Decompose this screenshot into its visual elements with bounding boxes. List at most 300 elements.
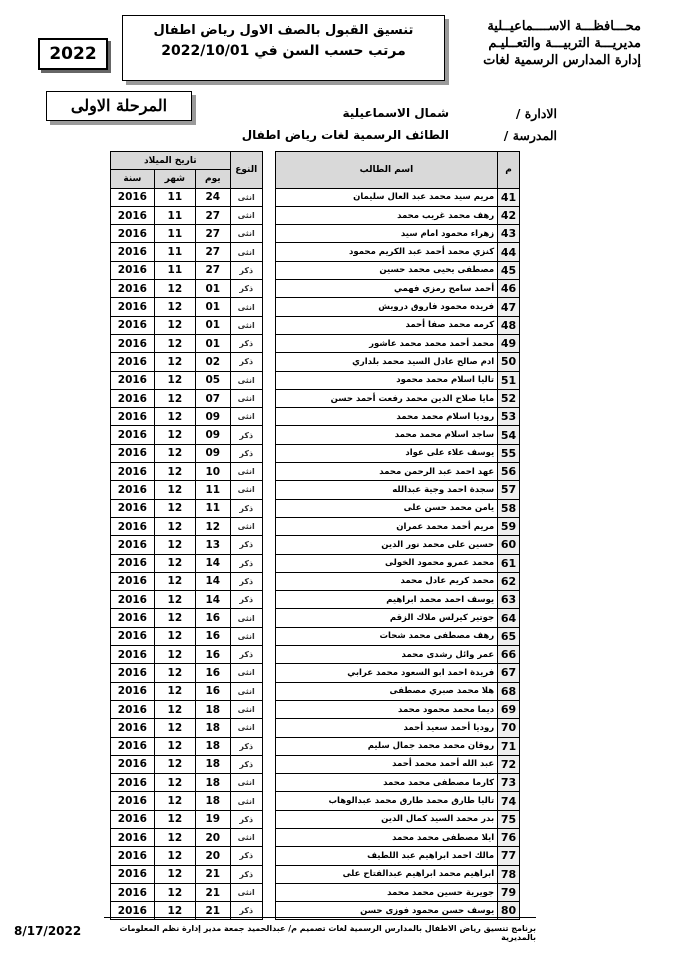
student-name: جويرية حسين محمد محمد	[275, 883, 498, 901]
birth-day: 11	[195, 499, 230, 517]
table-row	[111, 719, 520, 737]
column-gap	[262, 774, 275, 792]
birth-month: 12	[154, 700, 195, 718]
birth-month: 12	[154, 463, 195, 481]
birth-day: 01	[195, 334, 230, 352]
column-gap	[262, 591, 275, 609]
birth-month: 12	[154, 902, 195, 920]
year-box: 2022	[38, 38, 108, 70]
column-gap	[262, 481, 275, 499]
student-name: مريم سيد محمد عبد العال سليمان	[275, 188, 498, 206]
birth-day: 18	[195, 774, 230, 792]
header-no: م	[498, 152, 520, 189]
footer-date: 8/17/2022	[14, 924, 82, 938]
birth-year: 2016	[111, 847, 155, 865]
table-row	[111, 371, 520, 389]
table-row	[111, 206, 520, 224]
student-gender: انثى	[230, 298, 262, 316]
column-gap	[262, 682, 275, 700]
column-gap	[262, 316, 275, 334]
birth-day: 16	[195, 664, 230, 682]
table-row	[111, 389, 520, 407]
birth-day: 18	[195, 755, 230, 773]
column-gap	[262, 664, 275, 682]
row-number: 57	[498, 481, 520, 499]
birth-year: 2016	[111, 188, 155, 206]
student-name: سجدة احمد وجية عبدالله	[275, 481, 498, 499]
header-gender: النوع	[230, 152, 262, 189]
birth-month: 12	[154, 609, 195, 627]
birth-month: 12	[154, 664, 195, 682]
birth-day: 18	[195, 700, 230, 718]
row-number: 50	[498, 353, 520, 371]
footer-credits: برنامج تنسيق رياض الاطفال بالمدارس الرسمية لغات تصميم م/ عبدالحميد جمعة مدير إدارة نظم المعلومات بالمديرية	[119, 924, 536, 942]
birth-month: 12	[154, 554, 195, 572]
birth-day: 20	[195, 828, 230, 846]
column-gap	[262, 609, 275, 627]
column-gap	[262, 646, 275, 664]
birth-month: 12	[154, 792, 195, 810]
row-number: 46	[498, 280, 520, 298]
row-number: 66	[498, 646, 520, 664]
birth-day: 14	[195, 572, 230, 590]
school-label: المدرسة /	[503, 128, 557, 143]
row-number: 58	[498, 499, 520, 517]
birth-day: 10	[195, 463, 230, 481]
row-number: 54	[498, 426, 520, 444]
row-number: 52	[498, 389, 520, 407]
student-name: عبد الله أحمد محمد أحمد	[275, 755, 498, 773]
student-gender: انثى	[230, 188, 262, 206]
student-name: ديما محمد محمود محمد	[275, 700, 498, 718]
birth-day: 05	[195, 371, 230, 389]
birth-day: 21	[195, 902, 230, 920]
row-number: 45	[498, 261, 520, 279]
birth-month: 12	[154, 810, 195, 828]
column-gap	[262, 444, 275, 462]
birth-year: 2016	[111, 225, 155, 243]
row-number: 75	[498, 810, 520, 828]
birth-day: 16	[195, 609, 230, 627]
student-gender: ذكر	[230, 810, 262, 828]
student-name: محمد عمرو محمود الخولى	[275, 554, 498, 572]
student-gender: انثى	[230, 206, 262, 224]
footer-divider	[104, 917, 536, 918]
row-number: 49	[498, 334, 520, 352]
birth-year: 2016	[111, 499, 155, 517]
birth-month: 12	[154, 481, 195, 499]
student-name: تاليا اسلام محمد محمود	[275, 371, 498, 389]
birth-year: 2016	[111, 572, 155, 590]
student-gender: ذكر	[230, 755, 262, 773]
table-row	[111, 261, 520, 279]
birth-day: 16	[195, 627, 230, 645]
row-number: 78	[498, 865, 520, 883]
student-name: روديا اسلام محمد محمد	[275, 408, 498, 426]
birth-year: 2016	[111, 865, 155, 883]
birth-month: 12	[154, 627, 195, 645]
birth-year: 2016	[111, 353, 155, 371]
student-gender: انثى	[230, 225, 262, 243]
birth-year: 2016	[111, 774, 155, 792]
birth-month: 11	[154, 188, 195, 206]
birth-day: 20	[195, 847, 230, 865]
birth-day: 18	[195, 737, 230, 755]
birth-year: 2016	[111, 463, 155, 481]
birth-day: 01	[195, 316, 230, 334]
row-number: 70	[498, 719, 520, 737]
birth-day: 01	[195, 280, 230, 298]
student-gender: انثى	[230, 828, 262, 846]
student-gender: انثى	[230, 243, 262, 261]
student-gender: ذكر	[230, 902, 262, 920]
student-name: رهف محمد غريب محمد	[275, 206, 498, 224]
student-gender: ذكر	[230, 261, 262, 279]
column-gap	[262, 536, 275, 554]
birth-month: 12	[154, 499, 195, 517]
table-row	[111, 774, 520, 792]
birth-day: 09	[195, 408, 230, 426]
table-row	[111, 426, 520, 444]
student-name: عمر وائل رشدى محمد	[275, 646, 498, 664]
column-gap	[262, 792, 275, 810]
row-number: 80	[498, 902, 520, 920]
header-birthdate: تاريخ الميلاد	[111, 152, 231, 170]
table-row	[111, 536, 520, 554]
birth-day: 09	[195, 426, 230, 444]
birth-year: 2016	[111, 408, 155, 426]
birth-year: 2016	[111, 755, 155, 773]
birth-year: 2016	[111, 280, 155, 298]
student-gender: انثى	[230, 719, 262, 737]
birth-year: 2016	[111, 646, 155, 664]
table-row	[111, 444, 520, 462]
birth-year: 2016	[111, 609, 155, 627]
birth-year: 2016	[111, 719, 155, 737]
stage-box: المرحلة الاولى	[46, 91, 192, 121]
student-name: كنزي محمد أحمد عبد الكريم محمود	[275, 243, 498, 261]
school-value: الطائف الرسمية لغات رياض اطفال	[241, 128, 449, 142]
column-gap	[262, 847, 275, 865]
student-name: يوسف حسن محمود فوزى حسن	[275, 902, 498, 920]
birth-month: 12	[154, 280, 195, 298]
birth-year: 2016	[111, 206, 155, 224]
table-row	[111, 554, 520, 572]
student-gender: ذكر	[230, 847, 262, 865]
birth-month: 11	[154, 206, 195, 224]
table-row	[111, 737, 520, 755]
column-gap	[262, 334, 275, 352]
table-row	[111, 298, 520, 316]
birth-day: 14	[195, 554, 230, 572]
row-number: 69	[498, 700, 520, 718]
student-name: بدر محمد السيد كمال الدين	[275, 810, 498, 828]
birth-day: 27	[195, 261, 230, 279]
header-day: يوم	[195, 170, 230, 188]
row-number: 68	[498, 682, 520, 700]
birth-day: 11	[195, 481, 230, 499]
row-number: 43	[498, 225, 520, 243]
student-name: ابراهيم محمد ابراهيم عبدالفتاح على	[275, 865, 498, 883]
table-row	[111, 316, 520, 334]
header-name: اسم الطالب	[275, 152, 498, 189]
student-gender: انثى	[230, 774, 262, 792]
student-name: فريدة احمد ابو السعود محمد عرابي	[275, 664, 498, 682]
birth-year: 2016	[111, 792, 155, 810]
student-gender: انثى	[230, 389, 262, 407]
birth-day: 27	[195, 225, 230, 243]
table-row	[111, 810, 520, 828]
student-name: روديا أحمد سعيد أحمد	[275, 719, 498, 737]
student-gender: انثى	[230, 517, 262, 535]
birth-year: 2016	[111, 389, 155, 407]
column-gap	[262, 737, 275, 755]
row-number: 48	[498, 316, 520, 334]
column-gap	[262, 499, 275, 517]
birth-day: 13	[195, 536, 230, 554]
table-row	[111, 463, 520, 481]
column-gap	[262, 883, 275, 901]
birth-year: 2016	[111, 536, 155, 554]
column-gap	[262, 152, 275, 189]
student-name: تاليا طارق محمد طارق محمد عبدالوهاب	[275, 792, 498, 810]
birth-month: 12	[154, 353, 195, 371]
row-number: 79	[498, 883, 520, 901]
table-row	[111, 334, 520, 352]
student-name: ساجد اسلام محمد محمد	[275, 426, 498, 444]
student-gender: انثى	[230, 408, 262, 426]
student-gender: ذكر	[230, 591, 262, 609]
student-name: ايلا مصطفى محمد محمد	[275, 828, 498, 846]
birth-month: 12	[154, 517, 195, 535]
birth-month: 11	[154, 261, 195, 279]
birth-day: 16	[195, 646, 230, 664]
row-number: 53	[498, 408, 520, 426]
row-number: 73	[498, 774, 520, 792]
birth-month: 11	[154, 243, 195, 261]
column-gap	[262, 554, 275, 572]
birth-month: 12	[154, 865, 195, 883]
table-row	[111, 280, 520, 298]
admin-label: الادارة /	[515, 106, 557, 121]
column-gap	[262, 298, 275, 316]
row-number: 60	[498, 536, 520, 554]
birth-day: 21	[195, 883, 230, 901]
table-row	[111, 188, 520, 206]
birth-day: 19	[195, 810, 230, 828]
column-gap	[262, 243, 275, 261]
birth-year: 2016	[111, 298, 155, 316]
column-gap	[262, 426, 275, 444]
birth-month: 12	[154, 371, 195, 389]
table-row	[111, 591, 520, 609]
birth-year: 2016	[111, 902, 155, 920]
birth-month: 12	[154, 298, 195, 316]
student-name: روقان محمد محمد جمال سليم	[275, 737, 498, 755]
row-number: 62	[498, 572, 520, 590]
header-year: سنة	[111, 170, 155, 188]
birth-year: 2016	[111, 737, 155, 755]
row-number: 77	[498, 847, 520, 865]
birth-day: 09	[195, 444, 230, 462]
row-number: 51	[498, 371, 520, 389]
student-gender: انثى	[230, 792, 262, 810]
student-gender: انثى	[230, 627, 262, 645]
birth-day: 27	[195, 206, 230, 224]
birth-month: 12	[154, 572, 195, 590]
birth-month: 12	[154, 536, 195, 554]
column-gap	[262, 572, 275, 590]
column-gap	[262, 261, 275, 279]
student-gender: ذكر	[230, 334, 262, 352]
birth-year: 2016	[111, 700, 155, 718]
birth-year: 2016	[111, 371, 155, 389]
birth-month: 12	[154, 737, 195, 755]
row-number: 56	[498, 463, 520, 481]
document-title-box	[122, 15, 445, 81]
birth-year: 2016	[111, 316, 155, 334]
table-row	[111, 572, 520, 590]
birth-year: 2016	[111, 883, 155, 901]
row-number: 41	[498, 188, 520, 206]
column-gap	[262, 389, 275, 407]
column-gap	[262, 225, 275, 243]
column-gap	[262, 755, 275, 773]
student-name: مريم أحمد محمد عمران	[275, 517, 498, 535]
birth-year: 2016	[111, 554, 155, 572]
student-gender: ذكر	[230, 536, 262, 554]
birth-year: 2016	[111, 261, 155, 279]
row-number: 74	[498, 792, 520, 810]
header-month: شهر	[154, 170, 195, 188]
table-row	[111, 755, 520, 773]
column-gap	[262, 408, 275, 426]
student-gender: انثى	[230, 481, 262, 499]
student-gender: انثى	[230, 700, 262, 718]
column-gap	[262, 353, 275, 371]
document-subtitle: مرتب حسب السن في 2022/10/01	[161, 43, 406, 59]
row-number: 61	[498, 554, 520, 572]
student-gender: انثى	[230, 371, 262, 389]
student-name: حسين على محمد نور الدين	[275, 536, 498, 554]
birth-year: 2016	[111, 828, 155, 846]
student-gender: ذكر	[230, 426, 262, 444]
row-number: 55	[498, 444, 520, 462]
table-row	[111, 828, 520, 846]
column-gap	[262, 719, 275, 737]
birth-month: 12	[154, 426, 195, 444]
birth-day: 02	[195, 353, 230, 371]
column-gap	[262, 865, 275, 883]
governorate-name: محـــافظـــة الاســــماعيــلية	[487, 19, 641, 34]
student-gender: ذكر	[230, 572, 262, 590]
table-row	[111, 627, 520, 645]
birth-month: 12	[154, 828, 195, 846]
row-number: 64	[498, 609, 520, 627]
column-gap	[262, 371, 275, 389]
student-gender: انثى	[230, 463, 262, 481]
table-row	[111, 408, 520, 426]
row-number: 44	[498, 243, 520, 261]
birth-month: 12	[154, 591, 195, 609]
column-gap	[262, 463, 275, 481]
column-gap	[262, 627, 275, 645]
birth-month: 12	[154, 755, 195, 773]
birth-day: 18	[195, 719, 230, 737]
birth-month: 12	[154, 389, 195, 407]
birth-year: 2016	[111, 243, 155, 261]
student-name: محمد أحمد محمد محمد عاشور	[275, 334, 498, 352]
table-row	[111, 700, 520, 718]
student-gender: انثى	[230, 664, 262, 682]
table-row	[111, 792, 520, 810]
birth-month: 12	[154, 847, 195, 865]
birth-day: 12	[195, 517, 230, 535]
table-row	[111, 243, 520, 261]
document-title: تنسيق القبول بالصف الاول رياض اطفال	[153, 23, 414, 38]
birth-day: 07	[195, 389, 230, 407]
column-gap	[262, 517, 275, 535]
student-name: ادم صالح عادل السيد محمد بلداري	[275, 353, 498, 371]
table-row	[111, 499, 520, 517]
student-gender: ذكر	[230, 499, 262, 517]
birth-day: 01	[195, 298, 230, 316]
student-gender: ذكر	[230, 865, 262, 883]
column-gap	[262, 810, 275, 828]
student-gender: انثى	[230, 316, 262, 334]
birth-year: 2016	[111, 627, 155, 645]
table-row	[111, 682, 520, 700]
birth-year: 2016	[111, 481, 155, 499]
row-number: 67	[498, 664, 520, 682]
governorate-header	[441, 18, 641, 69]
column-gap	[262, 828, 275, 846]
student-name: فريده محمود فاروق درويش	[275, 298, 498, 316]
birth-year: 2016	[111, 682, 155, 700]
birth-month: 12	[154, 883, 195, 901]
student-gender: ذكر	[230, 444, 262, 462]
birth-day: 21	[195, 865, 230, 883]
student-name: يوسف علاء على عواد	[275, 444, 498, 462]
student-name: يوسف احمد محمد ابراهيم	[275, 591, 498, 609]
student-name: زهراء محمود امام سيد	[275, 225, 498, 243]
table-row	[111, 646, 520, 664]
row-number: 71	[498, 737, 520, 755]
column-gap	[262, 700, 275, 718]
birth-year: 2016	[111, 664, 155, 682]
birth-month: 12	[154, 682, 195, 700]
birth-month: 12	[154, 444, 195, 462]
student-gender: انثى	[230, 883, 262, 901]
birth-month: 12	[154, 719, 195, 737]
student-gender: ذكر	[230, 737, 262, 755]
birth-year: 2016	[111, 591, 155, 609]
row-number: 72	[498, 755, 520, 773]
directorate-name: مديريـــة التربيـــة والتعــليـم	[488, 36, 641, 51]
student-gender: ذكر	[230, 280, 262, 298]
table-row	[111, 865, 520, 883]
birth-day: 18	[195, 792, 230, 810]
table-row	[111, 517, 520, 535]
admin-value: شمال الاسماعيلية	[342, 106, 449, 120]
student-name: هلا محمد صبري مصطفى	[275, 682, 498, 700]
students-table	[110, 151, 520, 920]
birth-day: 24	[195, 188, 230, 206]
student-gender: انثى	[230, 609, 262, 627]
column-gap	[262, 206, 275, 224]
birth-day: 27	[195, 243, 230, 261]
student-name: محمد كريم عادل محمد	[275, 572, 498, 590]
